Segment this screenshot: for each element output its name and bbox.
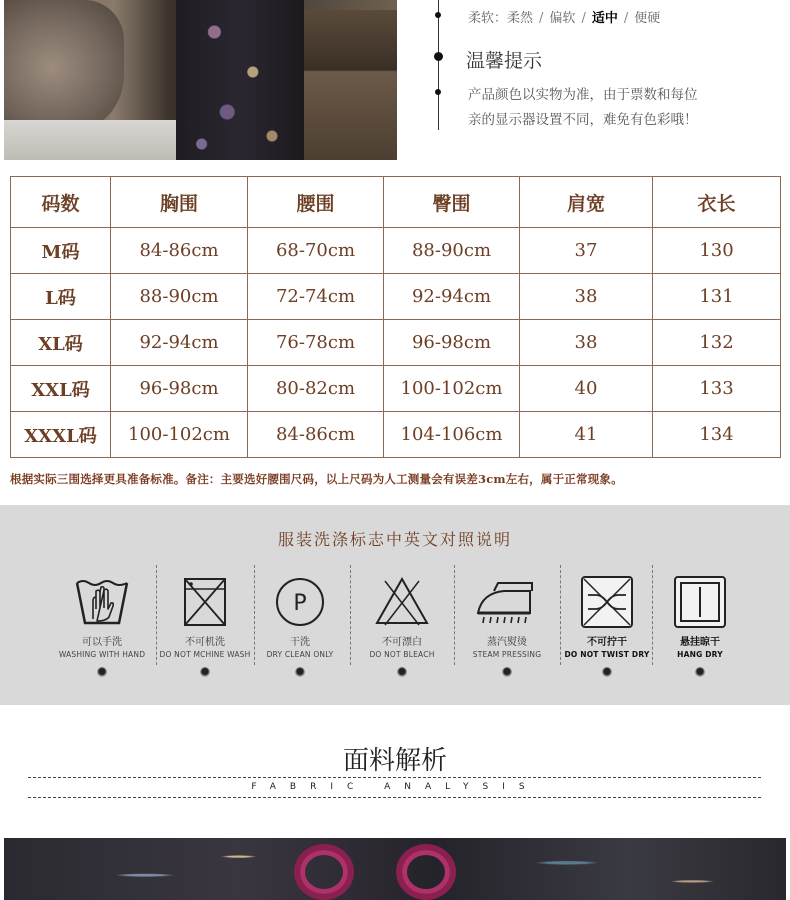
fabric-subtitle: FABRIC ANALYSIS bbox=[251, 782, 539, 792]
timeline-dot bbox=[434, 52, 443, 61]
chest-cell: 92-94cm bbox=[111, 320, 248, 366]
frog-button bbox=[396, 844, 456, 900]
shoulder-cell: 37 bbox=[520, 228, 653, 274]
wash-item-hand-wash bbox=[52, 575, 152, 677]
timeline-dot bbox=[435, 12, 441, 18]
floral-dress bbox=[176, 0, 304, 160]
wash-label-en: HANG DRY bbox=[677, 650, 723, 659]
bullet-dot bbox=[695, 667, 705, 677]
divider bbox=[454, 565, 455, 665]
shoulder-cell: 38 bbox=[520, 274, 653, 320]
length-cell: 131 bbox=[653, 274, 781, 320]
hip-cell: 92-94cm bbox=[384, 274, 520, 320]
shoulder-cell: 40 bbox=[520, 366, 653, 412]
wash-label-en: DO NOT BLEACH bbox=[369, 650, 435, 659]
wash-label-cn: 可以手洗 bbox=[82, 637, 122, 648]
bullet-dot bbox=[602, 667, 612, 677]
table-row bbox=[11, 366, 781, 412]
bullet-dot bbox=[295, 667, 305, 677]
dashed-divider bbox=[28, 777, 761, 778]
timeline-line bbox=[438, 0, 439, 130]
product-photo-top bbox=[4, 0, 397, 160]
softness-option: 偏软 bbox=[549, 11, 576, 26]
timeline-dot bbox=[435, 89, 441, 95]
wash-item-no-bleach bbox=[352, 575, 452, 677]
wash-label-en: DO NOT MCHINE WASH bbox=[159, 650, 251, 659]
chest-cell: 96-98cm bbox=[111, 366, 248, 412]
table-header-row bbox=[11, 177, 781, 228]
tip-title: 温馨提示 bbox=[466, 50, 543, 72]
no-bleach-icon bbox=[373, 575, 431, 629]
wash-label-en: DO NOT TWIST DRY bbox=[564, 650, 650, 659]
tip-body bbox=[468, 83, 768, 133]
bullet-dot bbox=[97, 667, 107, 677]
wash-care-section bbox=[0, 505, 790, 705]
wash-item-steam-pressing bbox=[457, 575, 557, 677]
wash-label-cn: 悬挂晾干 bbox=[680, 637, 720, 648]
waist-cell: 76-78cm bbox=[248, 320, 384, 366]
chest-cell: 100-102cm bbox=[111, 412, 248, 458]
size-cell: XL码 bbox=[11, 320, 111, 366]
size-cell: M码 bbox=[11, 228, 111, 274]
hip-cell: 104-106cm bbox=[384, 412, 520, 458]
header-cell: 衣长 bbox=[653, 177, 781, 228]
hang-dry-icon bbox=[671, 575, 729, 629]
bullet-dot bbox=[502, 667, 512, 677]
bullet-dot bbox=[397, 667, 407, 677]
wash-label-en: STEAM PRESSING bbox=[472, 650, 542, 659]
table-row bbox=[11, 320, 781, 366]
tip-line: 产品颜色以实物为准，由于票数和每位 bbox=[468, 87, 698, 103]
size-cell: XXXL码 bbox=[11, 412, 111, 458]
wash-label-cn: 不可机洗 bbox=[185, 637, 225, 648]
size-note: 根据实际三围选择更具准备标准。备注：主要选好腰围尺码，以上尺码为人工测量会有误差3cm左右，属于正常现象。 bbox=[10, 472, 623, 486]
length-cell: 134 bbox=[653, 412, 781, 458]
wash-care-title: 服装洗涤标志中英文对照说明 bbox=[277, 530, 512, 549]
wash-label-en: DRY CLEAN ONLY bbox=[266, 650, 334, 659]
bullet-dot bbox=[200, 667, 210, 677]
wash-item-no-twist-dry bbox=[557, 575, 657, 677]
hand-wash-icon bbox=[73, 575, 131, 629]
cushion bbox=[4, 0, 124, 135]
frog-button bbox=[294, 844, 354, 900]
table-row bbox=[11, 228, 781, 274]
waist-cell: 68-70cm bbox=[248, 228, 384, 274]
fabric-title: 面料解析 bbox=[342, 746, 447, 776]
dry-clean-letter: P bbox=[293, 591, 307, 616]
divider bbox=[350, 565, 351, 665]
softness-label: 柔软： bbox=[468, 11, 508, 26]
wash-label-cn: 不可漂白 bbox=[382, 637, 422, 648]
no-wring-icon bbox=[578, 575, 636, 629]
waist-cell: 72-74cm bbox=[248, 274, 384, 320]
header-cell: 臀围 bbox=[384, 177, 520, 228]
wash-label-cn: 不可拧干 bbox=[587, 637, 627, 648]
table-row bbox=[11, 412, 781, 458]
length-cell: 133 bbox=[653, 366, 781, 412]
chest-cell: 88-90cm bbox=[111, 274, 248, 320]
no-machine-wash-icon bbox=[176, 575, 234, 629]
softness-scale: 柔软：柔然 / 偏软 / 适中 / 便硬 bbox=[468, 11, 661, 26]
wash-item-dry-clean bbox=[250, 575, 350, 677]
seat bbox=[4, 120, 204, 160]
length-cell: 130 bbox=[653, 228, 781, 274]
softness-option-selected: 适中 bbox=[591, 11, 618, 26]
header-cell: 腰围 bbox=[248, 177, 384, 228]
size-table bbox=[10, 176, 781, 458]
steam-iron-icon bbox=[474, 575, 540, 629]
fabric-detail-photo bbox=[4, 838, 786, 900]
shoulder-cell: 41 bbox=[520, 412, 653, 458]
softness-option: 柔然 bbox=[507, 11, 534, 26]
hip-cell: 96-98cm bbox=[384, 320, 520, 366]
hip-cell: 88-90cm bbox=[384, 228, 520, 274]
header-cell: 肩宽 bbox=[520, 177, 653, 228]
chest-cell: 84-86cm bbox=[111, 228, 248, 274]
tip-line: 亲的显示器设置不同，难免有色彩哦！ bbox=[468, 112, 698, 128]
hip-cell: 100-102cm bbox=[384, 366, 520, 412]
length-cell: 132 bbox=[653, 320, 781, 366]
softness-option: 便硬 bbox=[634, 11, 661, 26]
dashed-divider bbox=[28, 797, 761, 798]
size-cell: XXL码 bbox=[11, 366, 111, 412]
wooden-table bbox=[304, 10, 397, 160]
wash-label-cn: 干洗 bbox=[290, 637, 310, 648]
waist-cell: 80-82cm bbox=[248, 366, 384, 412]
wash-label-cn: 蒸汽熨烫 bbox=[487, 637, 527, 648]
waist-cell: 84-86cm bbox=[248, 412, 384, 458]
dry-clean-icon bbox=[271, 575, 329, 629]
wash-label-en: WASHING WITH HAND bbox=[58, 650, 146, 659]
size-cell: L码 bbox=[11, 274, 111, 320]
wash-item-no-machine-wash bbox=[155, 575, 255, 677]
table-row bbox=[11, 274, 781, 320]
shoulder-cell: 38 bbox=[520, 320, 653, 366]
wash-item-hang-dry bbox=[650, 575, 750, 677]
header-cell: 码数 bbox=[11, 177, 111, 228]
header-cell: 胸围 bbox=[111, 177, 248, 228]
